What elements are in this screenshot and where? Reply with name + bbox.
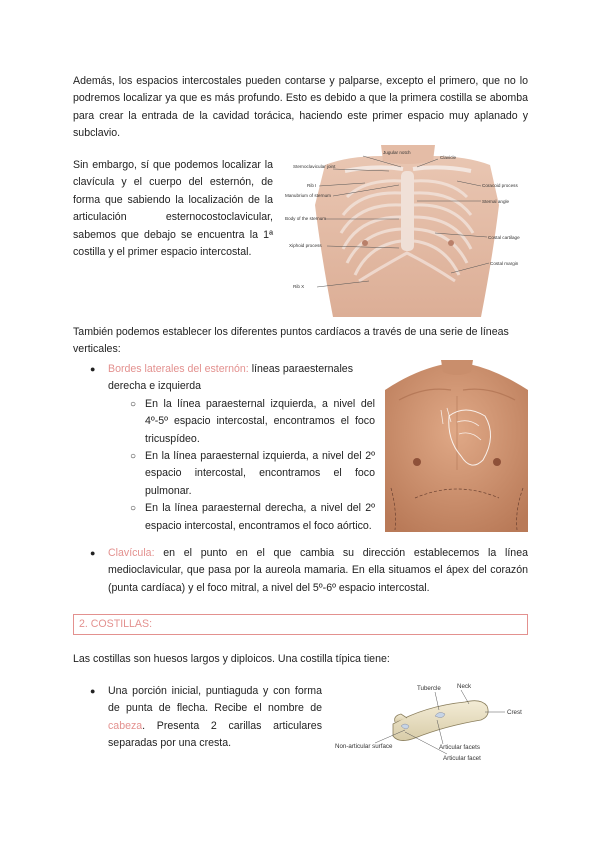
label-xiphoid-process: Xiphoid process — [289, 243, 322, 248]
label-sternal-angle: Sternal angle — [482, 199, 510, 204]
bullet-text: en el punto en el que cambia su dirección establecemos la línea medioclavicular, que pasa por la aureola mamaria. En ella situamos el ápex del corazón (punta cardíaca) y el foco mitral, a nivel del 5º-6º espacio intercostal. — [108, 547, 528, 594]
label-non-articular-surface: Non-articular surface — [335, 743, 393, 750]
label-articular-facets: Articular facets — [439, 744, 480, 751]
ribs-intro-paragraph: Las costillas son huesos largos y diploicos. Una costilla típica tiene: — [73, 653, 390, 665]
circle-bullet: ○ — [130, 398, 137, 410]
section-heading-costillas: 2. COSTILLAS: — [73, 614, 528, 635]
bullet-title: Clavícula: — [108, 547, 155, 559]
circle-bullet: ○ — [130, 503, 137, 515]
bullet-text-post: . Presenta 2 carillas articulares separadas por una cresta. — [108, 719, 322, 750]
label-rib-i: Rib I — [307, 183, 317, 188]
bullet-clavicle — [90, 545, 528, 597]
bullet-sternal-borders — [90, 361, 375, 535]
clavicle-paragraph: Sin embargo, sí que podemos localizar la clavícula y el cuerpo del esternón, de forma que sabiendo la localización de la articulación esternocostoclavicular, sabemos que debajo se encuentra la 1ª costilla y el primer espacio intercostal. — [73, 159, 273, 259]
label-crest: Crest — [507, 709, 522, 716]
bullet-text-pre: Una porción inicial, puntiaguda y con forma de punta de flecha. Recibe el nombre de — [108, 685, 322, 715]
subitem-aortic — [90, 500, 375, 535]
label-jugular-notch: Jugular notch — [383, 150, 411, 155]
circle-bullet: ○ — [130, 451, 137, 463]
label-manubrium: Manubrium of sternum — [285, 193, 331, 198]
bullet-title: Bordes laterales del esternón: — [108, 363, 249, 375]
subitem-pulmonary — [90, 448, 375, 500]
subitem-text: En la línea paraesternal derecha, a nivel del 2º espacio intercostal, encontramos el foco aórtico. — [145, 502, 375, 532]
label-rib-x: Rib X — [293, 284, 305, 289]
label-coracoid-process: Coracoid process — [482, 183, 518, 188]
label-clavicle: Clavicle — [440, 155, 457, 160]
label-costal-cartilage: Costal cartilage — [488, 235, 520, 240]
bullet-dot: ● — [90, 686, 96, 696]
bullet-dot: ● — [90, 364, 96, 374]
bullet-highlight: cabeza — [108, 719, 143, 732]
label-articular-facet: Articular facet — [443, 755, 481, 762]
intro-paragraph: Además, los espacios intercostales pueden contarse y palparse, excepto el primero, que no lo podremos localizar ya que es más profundo. Esto es debido a que la primera costilla se abomba para crear la entrada de la cavidad torácica, haciendo este primer espacio muy aplanado y subclavio. — [73, 75, 528, 140]
rib-illustration — [335, 676, 530, 764]
label-costal-margin: Costal margin — [490, 261, 519, 266]
label-sternoclavicular-joint: Sternoclavicular joint — [293, 164, 336, 169]
subitem-tricuspid — [90, 396, 375, 448]
bullet-text: líneas paraesternales derecha e izquierda — [108, 363, 353, 393]
cardiac-points-paragraph: También podemos establecer los diferentes puntos cardíacos a través de una serie de líneas verticales: — [73, 326, 509, 356]
bullet-dot: ● — [90, 548, 96, 558]
subitem-text: En la línea paraesternal izquierda, a nivel del 4º-5º espacio intercostal, encontramos el foco tricuspídeo. — [145, 397, 375, 445]
chest-photo — [385, 360, 528, 532]
label-body-of-sternum: Body of the sternum — [285, 216, 327, 221]
thorax-illustration — [285, 145, 530, 317]
subitem-text: En la línea paraesternal izquierda, a nivel del 2º espacio intercostal, encontramos el foco pulmonar. — [145, 450, 375, 497]
label-tubercle: Tubercle — [417, 685, 441, 692]
label-neck: Neck — [457, 683, 472, 690]
bullet-rib-head — [90, 683, 322, 753]
